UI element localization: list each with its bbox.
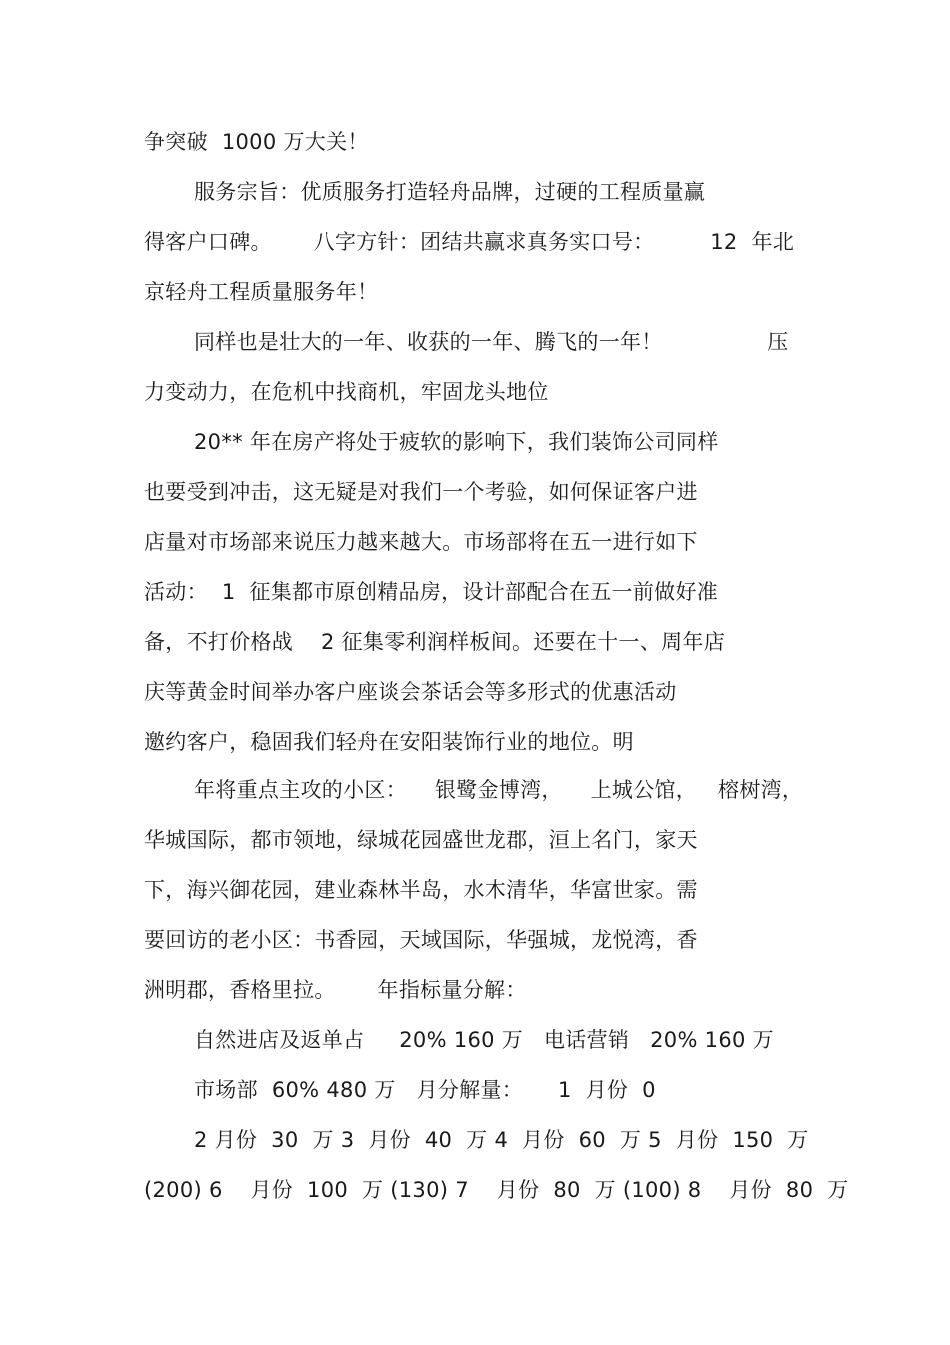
text-line: 20** 年在房产将处于疲软的影响下，我们装饰公司同样 <box>194 430 719 454</box>
text-line: 得客户口碑。 八字方针：团结共赢求真务实口号： 12 年北 <box>144 230 795 254</box>
text-line: (200) 6 月份 100 万 (130) 7 月份 80 万 (100) 8 月份 80 万 <box>144 1178 849 1202</box>
text-line: 备，不打价格战 2 征集零利润样板间。还要在十一、周年店 <box>144 630 726 654</box>
text-line: 年将重点主攻的小区： 银鹭金博湾， 上城公馆， 榕树湾， <box>194 778 804 802</box>
text-line: 活动： 1 征集都市原创精品房，设计部配合在五一前做好准 <box>144 580 719 604</box>
text-line: 京轻舟工程质量服务年！ <box>144 280 379 304</box>
text-line: 店量对市场部来说压力越来越大。市场部将在五一进行如下 <box>144 530 698 554</box>
text-line: 自然进店及返单占 20% 160 万 电话营销 20% 160 万 <box>194 1028 774 1052</box>
text-line: 要回访的老小区：书香园，天域国际，华强城，龙悦湾，香 <box>144 928 698 952</box>
text-line: 争突破 1000 万大关！ <box>144 130 369 154</box>
text-line: 邀约客户，稳固我们轻舟在安阳装饰行业的地位。明 <box>144 730 634 754</box>
text-line: 庆等黄金时间举办客户座谈会茶话会等多形式的优惠活动 <box>144 680 677 704</box>
text-line: 2 月份 30 万 3 月份 40 万 4 月份 60 万 5 月份 150 万 <box>194 1128 809 1152</box>
text-line: 华城国际，都市领地，绿城花园盛世龙郡，洹上名门，家天 <box>144 828 698 852</box>
text-line: 市场部 60% 480 万 月分解量： 1 月份 0 <box>194 1078 656 1102</box>
text-line: 同样也是壮大的一年、收获的一年、腾飞的一年！ 压 <box>194 330 789 354</box>
text-line: 力变动力，在危机中找商机，牢固龙头地位 <box>144 380 549 404</box>
text-line: 洲明郡，香格里拉。 年指标量分解： <box>144 978 527 1002</box>
text-line: 下，海兴御花园，建业森林半岛，水木清华，华富世家。需 <box>144 878 698 902</box>
text-line: 服务宗旨：优质服务打造轻舟品牌，过硬的工程质量赢 <box>194 180 706 204</box>
text-line: 也要受到冲击，这无疑是对我们一个考验，如何保证客户进 <box>144 480 698 504</box>
